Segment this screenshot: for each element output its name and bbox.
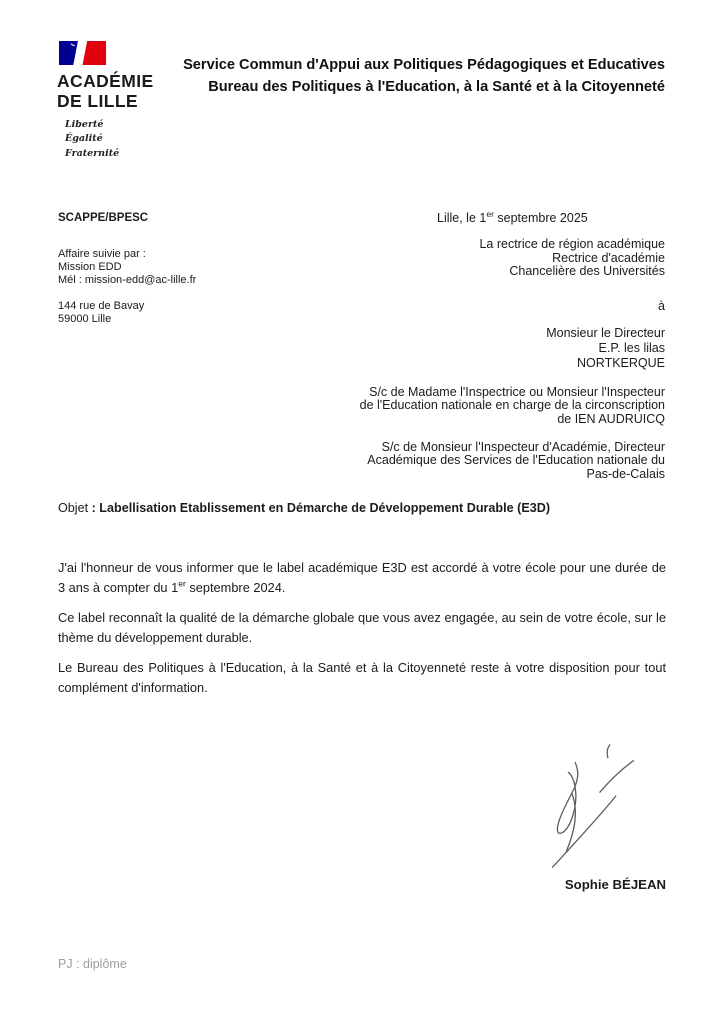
- department-header-line2: Bureau des Politiques à l'Education, à la Santé et à la Citoyenneté: [208, 78, 665, 95]
- academy-name-line2: DE LILLE: [57, 90, 138, 111]
- via1-line-3: de IEN AUDRUICQ: [557, 411, 665, 426]
- french-flag-icon: [59, 40, 107, 66]
- department-header: [125, 55, 665, 99]
- subject-line: [58, 501, 550, 515]
- sender-titles: [285, 238, 665, 279]
- case-handler-block: [58, 248, 288, 287]
- service-code: SCAPPE/BPESC: [58, 212, 149, 224]
- sender-street: 144 rue de Bavay: [58, 300, 145, 313]
- recipient-line-3: NORTKERQUE: [577, 355, 665, 370]
- department-header-line1: Service Commun d'Appui aux Politiques Pédagogiques et Educatives: [183, 57, 665, 73]
- motto-liberte: Liberté: [65, 119, 104, 131]
- via1-line-1: S/c de Madame l'Inspectrice ou Monsieur l'Inspecteur: [369, 384, 665, 399]
- reference-block: [58, 212, 288, 340]
- to-word: à: [658, 298, 665, 313]
- contact-email: Mél : mission-edd@ac-lille.fr: [58, 273, 197, 286]
- sender-city: 59000 Lille: [58, 313, 112, 326]
- signer-name: Sophie BÉJEAN: [564, 877, 666, 892]
- case-handler-name: Mission EDD: [58, 260, 122, 273]
- date-ordinal-sup: er: [486, 208, 494, 219]
- case-handler-label: Affaire suivie par :: [58, 247, 146, 260]
- date-line: [437, 208, 588, 225]
- sender-title-3: Chancelière des Universités: [509, 264, 665, 279]
- paragraph-2: Ce label reconnaît la qualité de la démarche globale que vous avez engagée, au sein de votre école, sur le thème du développement durable.: [58, 610, 666, 645]
- republic-motto: [65, 118, 207, 161]
- via-block-1: [285, 386, 665, 427]
- paragraph-1-ordinal-sup: er: [178, 578, 186, 589]
- date-suffix: septembre 2025: [493, 211, 588, 225]
- paragraph-1: [58, 558, 666, 598]
- recipient-column: [285, 238, 665, 495]
- sender-title-2: Rectrice d'académie: [552, 250, 665, 265]
- date-prefix: Lille, le 1: [437, 211, 487, 225]
- paragraph-1-part1: J'ai l'honneur de vous informer que le label académique E3D est accordé à votre école pour une durée de 3 ans à compter du 1: [58, 560, 666, 595]
- sender-address-block: [58, 300, 288, 326]
- academy-name-line1: ACADÉMIE: [57, 71, 154, 91]
- motto-egalite: Égalité: [65, 133, 103, 145]
- subject-text: : Labellisation Etablissement en Démarche de Développement Durable (E3D): [91, 501, 551, 515]
- via-block-2: [285, 441, 665, 482]
- sender-title-1: La rectrice de région académique: [479, 237, 665, 251]
- via2-line-1: S/c de Monsieur l'Inspecteur d'Académie, Directeur: [381, 439, 665, 454]
- via2-line-3: Pas-de-Calais: [586, 466, 665, 481]
- paragraph-3: Le Bureau des Politiques à l'Education, à la Santé et à la Citoyenneté reste à votre disposition pour tout complément d'information.: [58, 660, 666, 695]
- letter-body: [58, 558, 666, 708]
- recipient-block: [285, 326, 665, 371]
- attachment-note: PJ : diplôme: [58, 957, 127, 971]
- via1-line-2: de l'Education nationale en charge de la circonscription: [359, 398, 665, 413]
- handwritten-signature: [528, 733, 662, 881]
- motto-fraternite: Fraternité: [65, 147, 120, 159]
- recipient-line-2: E.P. les lilas: [598, 340, 665, 355]
- via2-line-2: Académique des Services de l'Education nationale du: [367, 453, 665, 468]
- subject-label: Objet: [58, 501, 92, 515]
- paragraph-1-part2: septembre 2024.: [185, 580, 286, 595]
- recipient-line-1: Monsieur le Directeur: [546, 325, 665, 340]
